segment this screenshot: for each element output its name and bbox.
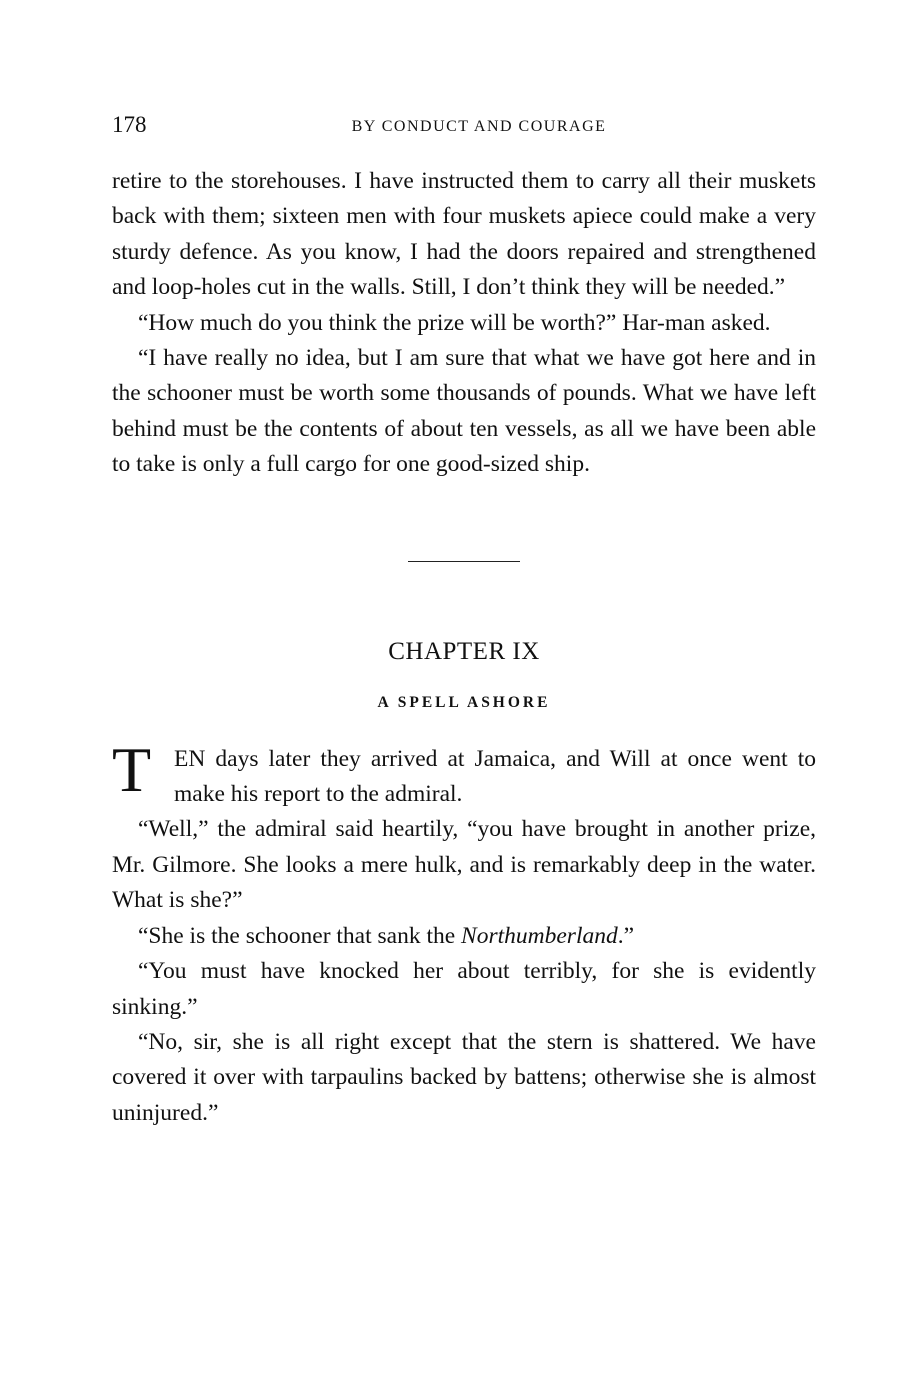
ship-name: Northumberland bbox=[461, 922, 618, 949]
text-after-opening bbox=[112, 812, 816, 1131]
chapter-opening bbox=[112, 733, 816, 813]
paragraph-prize-question: “How much do you think the prize will be worth?” Har-man asked. bbox=[138, 309, 771, 336]
section-divider bbox=[408, 561, 520, 562]
chapter-title: CHAPTER IX bbox=[388, 637, 540, 665]
paragraph-admiral: “Well,” the admiral said heartily, “you have brought in another prize, Mr. Gilmore. She looks a mere hulk, and is remarkably deep in the water. What is she?” bbox=[112, 816, 816, 914]
paragraph-continued: retire to the storehouses. I have instructed them to carry all their muskets back with them; sixteen men with four muskets apiece could make a very sturdy defence. As you know, I had the doors repaired and strengthened and loop-holes cut in the walls. Still, I don’t think they will be needed.” bbox=[112, 168, 816, 301]
opening-paragraph: EN days later they arrived at Jamaica, and Will at once went to make his report to the admiral. bbox=[174, 745, 816, 808]
paragraph-stern: “No, sir, she is all right except that the stern is shattered. We have covered it over with tarpaulins backed by battens; otherwise she is almost uninjured.” bbox=[112, 1028, 816, 1126]
paragraph-sinking: “You must have knocked her about terribly, for she is evidently sinking.” bbox=[112, 958, 816, 1020]
paragraph-schooner bbox=[112, 919, 816, 954]
running-title: BY CONDUCT AND COURAGE bbox=[351, 118, 607, 135]
schooner-text-end: .” bbox=[617, 922, 635, 949]
page-number: 178 bbox=[112, 112, 147, 137]
schooner-text: “She is the schooner that sank the bbox=[138, 922, 462, 949]
chapter-subtitle: A SPELL ASHORE bbox=[377, 693, 551, 711]
drop-cap: T bbox=[112, 733, 152, 805]
paragraph-prize-answer: “I have really no idea, but I am sure that what we have got here and in the schooner must be worth some thousands of pounds. What we have left behind must be the contents of about ten vessels, as all we have been able to take is only a full cargo for one good-sized ship. bbox=[112, 345, 816, 478]
book-page bbox=[112, 112, 816, 1131]
text-before-break bbox=[112, 164, 816, 483]
running-head bbox=[112, 112, 816, 148]
